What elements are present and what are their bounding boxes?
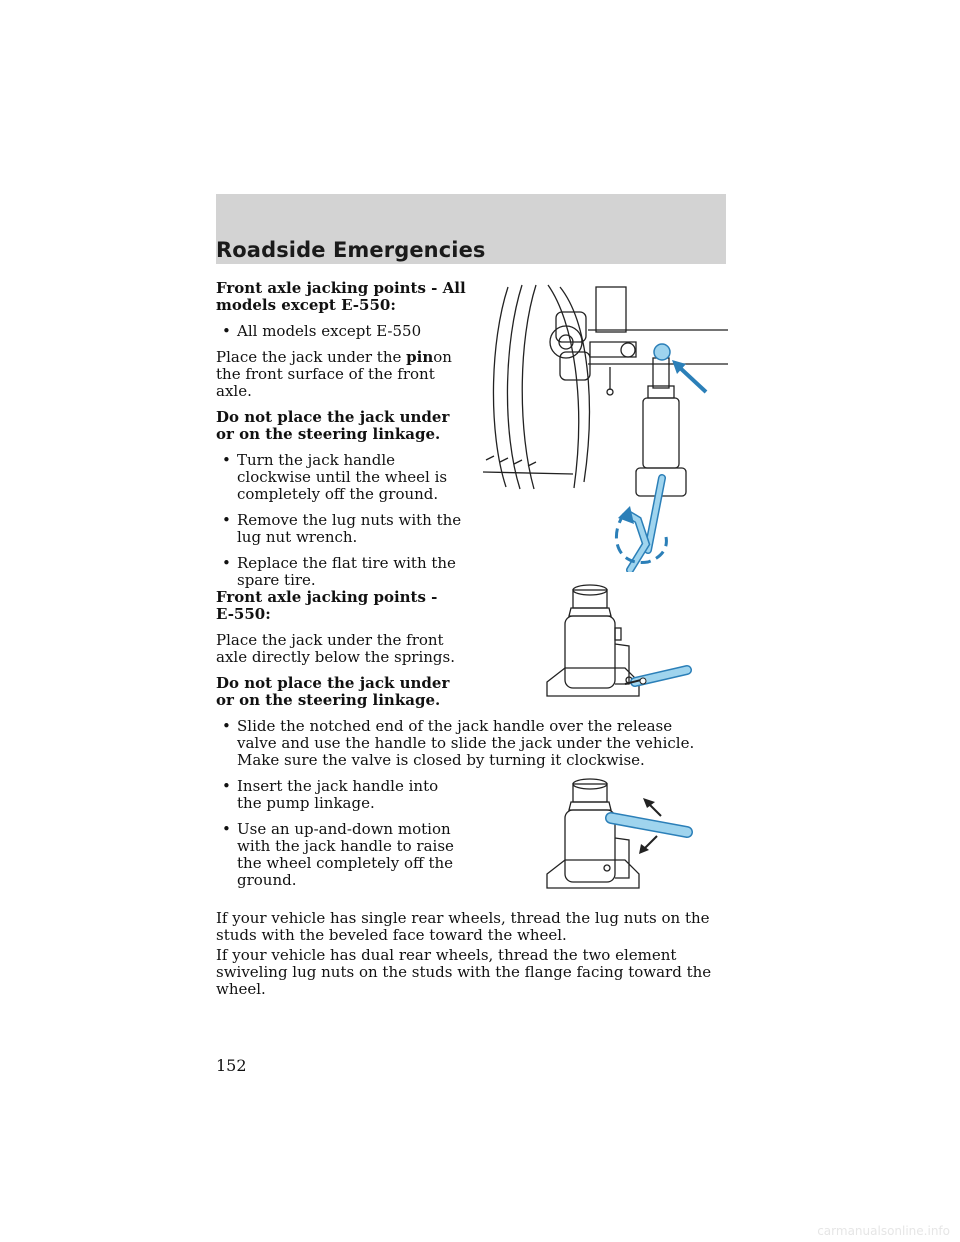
list-item: • Slide the notched end of the jack handle over the release valve and use the handle to slide the jack under the vehicle. Make sure the valve is closed by turning it clockwise. — [222, 717, 695, 769]
front-axle-jack-illustration — [478, 282, 728, 572]
list-item: • Turn the jack handle clockwise until the wheel is completely off the ground. — [222, 451, 448, 503]
page-number: 152 — [216, 1056, 247, 1075]
list-item: • Remove the lug nuts with the lug nut wrench. — [222, 511, 462, 546]
dual-rear-wheels-paragraph: If your vehicle has dual rear wheels, thread the two element swiveling lug nuts on the studs with the flange facing toward the wheel. — [216, 946, 712, 998]
list-item: • Insert the jack handle into the pump linkage. — [222, 777, 439, 812]
steering-warning-e550: Do not place the jack under or on the steering linkage. — [216, 674, 450, 709]
jack-placement-text: Place the jack under the pinon the front surface of the front axle. — [216, 348, 452, 400]
jack-placement-e550: Place the jack under the front axle directly below the springs. — [216, 631, 456, 666]
list-item: • Use an up-and-down motion with the jack handle to raise the wheel completely off the ground. — [222, 820, 454, 889]
section1-heading: Front axle jacking points - All models except E-550: — [216, 279, 466, 314]
section-title: Roadside Emergencies — [216, 238, 486, 262]
footer-text — [216, 910, 716, 998]
section2-heading: Front axle jacking points - E-550: — [216, 588, 438, 623]
list-item: • Replace the flat tire with the spare tire. — [222, 554, 456, 589]
single-rear-wheels-paragraph: If your vehicle has single rear wheels, thread the lug nuts on the studs with the beveled face toward the wheel. — [216, 909, 710, 944]
bottle-jack-release-valve-illustration — [545, 584, 695, 704]
watermark: carmanualsonline.info — [817, 1224, 950, 1238]
list-item: • All models except E-550 — [222, 322, 422, 340]
steering-warning: Do not place the jack under or on the steering linkage. — [216, 408, 450, 443]
bottle-jack-pump-illustration — [545, 778, 695, 894]
section1-text — [216, 280, 466, 589]
